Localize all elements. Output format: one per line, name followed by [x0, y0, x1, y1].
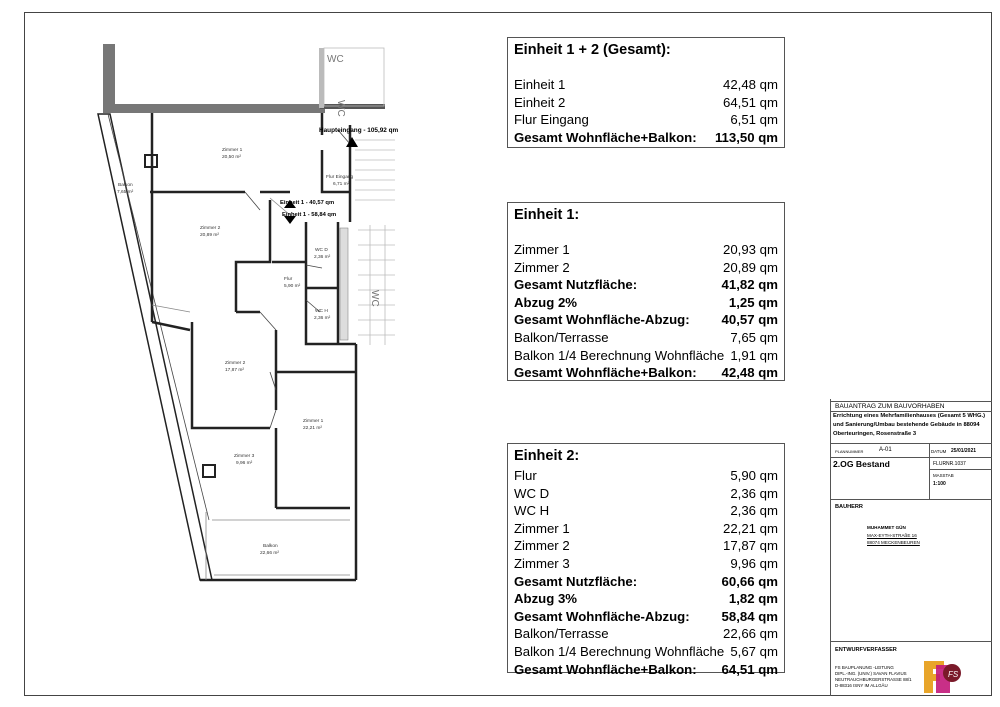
area-row-value: 40,57 qm [721, 312, 778, 328]
room-name: Zimmer 1 [222, 148, 243, 153]
area-row-value: 2,36 qm [730, 485, 778, 501]
area-row-label: Gesamt Nutzfläche: [514, 277, 638, 293]
room-area: 20,50 m² [222, 155, 241, 160]
bauherr-line: MAX-EYTH-STRAßE 16 [867, 533, 917, 538]
area-row-value: 64,51 qm [723, 94, 778, 110]
area-row-value: 60,66 qm [721, 573, 778, 589]
logo-text: FS [948, 670, 959, 679]
entwurf-label: ENTWURFVERFASSER [835, 647, 897, 653]
room-area: 20,89 m² [200, 233, 219, 238]
entwurf-line: FS BAUPLANUNG -LEITUNG [835, 665, 894, 670]
table-title: Einheit 1 + 2 (Gesamt): [514, 42, 671, 58]
room-name: Zimmer 3 [234, 454, 255, 459]
area-row [514, 241, 778, 259]
flurnr: FLURNR.1037 [933, 461, 966, 467]
area-row-label: Zimmer 1 [514, 242, 570, 257]
plan-title: 2.OG Bestand [833, 459, 890, 469]
area-row-value: 17,87 qm [723, 538, 778, 554]
table-title: Einheit 2: [514, 448, 580, 464]
entwurf-line: NEUTRAUCHBURGERSTRASSE 88/1 [835, 677, 912, 682]
area-row-label: Flur Eingang [514, 112, 589, 128]
area-row-label: Gesamt Wohnfläche+Balkon: [514, 365, 697, 381]
area-table-total [507, 37, 785, 148]
entwurf-line: D-88316 ISNY IM ALLGÄU [835, 683, 888, 688]
room-name: WC D [315, 248, 328, 253]
main-entrance-label: Haupteingang - 105,92 qm [319, 127, 399, 134]
room-area: 22,21 m² [303, 426, 322, 431]
bauherr-line: 88074 MECKENBEUREN [867, 540, 920, 545]
title-block [830, 399, 992, 696]
wall-segment [103, 104, 325, 113]
area-row-value: 6,51 qm [730, 112, 778, 128]
area-row-label: Balkon 1/4 Berechnung Wohnfläche [514, 347, 725, 363]
area-row [514, 520, 778, 538]
outer-sloped-wall [98, 114, 212, 580]
area-row-value: 42,48 qm [723, 77, 778, 92]
area-row-label: Balkon 1/4 Berechnung Wohnfläche [514, 643, 725, 659]
table-title: Einheit 1: [514, 207, 580, 223]
area-row-value: 5,90 qm [730, 468, 778, 483]
room-name: Balkon [118, 183, 133, 188]
area-row-value: 5,67 qm [730, 643, 778, 659]
area-row [514, 76, 778, 94]
table-rows [514, 241, 778, 382]
area-row [514, 347, 778, 365]
bauherr-line: MUHAMMET GÜN [867, 525, 906, 530]
wc-label: WC [369, 290, 380, 307]
area-row [514, 608, 778, 626]
area-row-value: 7,65 qm [730, 329, 778, 345]
area-row [514, 625, 778, 643]
area-row-label: Gesamt Wohnfläche+Balkon: [514, 129, 697, 145]
table-rows [514, 76, 778, 146]
area-row-value: 1,82 qm [728, 591, 778, 607]
area-row [514, 129, 778, 147]
interior-walls [150, 113, 356, 580]
unit2-marker-label: Einheit 1 - 58,84 qm [282, 212, 337, 218]
project-line: Oberteuringen, Rosenstraße 3 [833, 431, 917, 437]
area-row-value: 22,21 qm [723, 520, 778, 536]
bauherr-label: BAUHERR [835, 504, 863, 510]
room-area: 17,87 m² [225, 368, 244, 373]
room-area: 22,66 m² [260, 551, 279, 556]
unit1-marker-label: Einheit 1 - 40,57 qm [280, 200, 335, 206]
room-name: Zimmer 1 [303, 419, 324, 424]
area-row-label: Gesamt Wohnfläche-Abzug: [514, 608, 690, 624]
area-row-label: Zimmer 1 [514, 520, 570, 536]
area-row-value: 1,91 qm [730, 347, 778, 363]
room-area: 2,36 m² [314, 316, 331, 321]
area-row-value: 41,82 qm [721, 277, 778, 293]
wc-label: WC [335, 100, 346, 117]
room-name: WC H [315, 309, 328, 314]
area-row-value: 9,96 qm [730, 555, 778, 571]
area-row [514, 467, 778, 485]
area-row-label: Balkon/Terrasse [514, 329, 609, 345]
area-row-value: 20,93 qm [723, 242, 778, 257]
balcony-railing-line [108, 114, 209, 520]
area-row-label: Gesamt Wohnfläche-Abzug: [514, 312, 690, 328]
area-row-value: 1,25 qm [728, 294, 778, 310]
room-area: 9,96 m² [236, 461, 253, 466]
area-row [514, 94, 778, 112]
table-rows [514, 467, 778, 678]
plannummer-value: A-01 [879, 447, 892, 453]
plannummer-label: PLANNUMMER [835, 449, 864, 454]
area-row-label: Einheit 2 [514, 94, 566, 110]
area-row [514, 276, 778, 294]
area-row-label: Flur [514, 468, 537, 483]
neighbour-building-sketch [324, 48, 395, 345]
area-row [514, 259, 778, 277]
area-row [514, 590, 778, 608]
area-row [514, 111, 778, 129]
project-line: Errichtung eines Mehrfamilienhauses (Gesamt 5 WHG.) [833, 413, 986, 419]
datum-label: DATUM [931, 449, 947, 454]
area-row-label: Einheit 1 [514, 77, 566, 92]
area-row-value: 64,51 qm [721, 661, 778, 677]
area-row [514, 502, 778, 520]
entwurf-line: DIPL.-ING. (UNIV.) SAVAN FLAVIUS [835, 671, 907, 676]
area-row-label: Gesamt Wohnfläche+Balkon: [514, 661, 697, 677]
area-table-unit2 [507, 443, 785, 677]
area-row-label: Abzug 2% [514, 294, 578, 310]
title-block-heading: BAUANTRAG ZUM BAUVORHABEN [835, 403, 945, 410]
room-name: Flur Eingang [326, 175, 354, 180]
area-row-label: WC H [514, 503, 550, 519]
area-row [514, 311, 778, 329]
room-name: Zimmer 2 [200, 226, 221, 231]
area-row-label: Balkon/Terrasse [514, 626, 609, 642]
area-row-value: 42,48 qm [721, 365, 778, 381]
column [203, 465, 215, 477]
room-name: Zimmer 2 [225, 361, 246, 366]
area-table-unit1 [507, 202, 785, 381]
project-line: und Sanierung/Umbau bestehende Gebäude in 88094 [833, 422, 980, 428]
wall-segment [320, 104, 385, 109]
room-name: Balkon [263, 544, 278, 549]
area-row [514, 537, 778, 555]
area-row [514, 329, 778, 347]
room-area: 5,90 m² [284, 284, 301, 289]
area-row-label: Abzug 3% [514, 591, 578, 607]
wall-segment [319, 48, 324, 108]
room-area: 2,36 m² [314, 255, 331, 260]
area-row-label: Gesamt Nutzfläche: [514, 573, 638, 589]
wc-label: WC [327, 54, 344, 65]
area-row [514, 643, 778, 661]
room-name: Flur [284, 277, 293, 282]
area-row [514, 485, 778, 503]
masstab-value: 1:100 [933, 481, 946, 487]
area-row [514, 555, 778, 573]
company-logo [922, 659, 962, 695]
stair-element [340, 228, 348, 340]
room-area: 6,71 m² [333, 182, 350, 187]
area-row [514, 573, 778, 591]
area-row-value: 20,89 qm [723, 259, 778, 275]
area-row-label: WC D [514, 485, 550, 501]
area-row-value: 58,84 qm [721, 608, 778, 624]
area-row-label: Zimmer 3 [514, 555, 570, 571]
room-area: 7,65 m² [117, 190, 134, 195]
wall-segment [103, 44, 115, 110]
area-row-value: 22,66 qm [723, 626, 778, 642]
area-row [514, 661, 778, 679]
area-row [514, 294, 778, 312]
area-row [514, 364, 778, 382]
area-row-label: Zimmer 2 [514, 259, 570, 275]
area-row-value: 2,36 qm [730, 503, 778, 519]
masstab-label: MASSTAB [933, 473, 954, 478]
datum-value: 25/01/2021 [951, 448, 977, 454]
area-row-value: 113,50 qm [714, 129, 778, 145]
area-row-label: Zimmer 2 [514, 538, 570, 554]
